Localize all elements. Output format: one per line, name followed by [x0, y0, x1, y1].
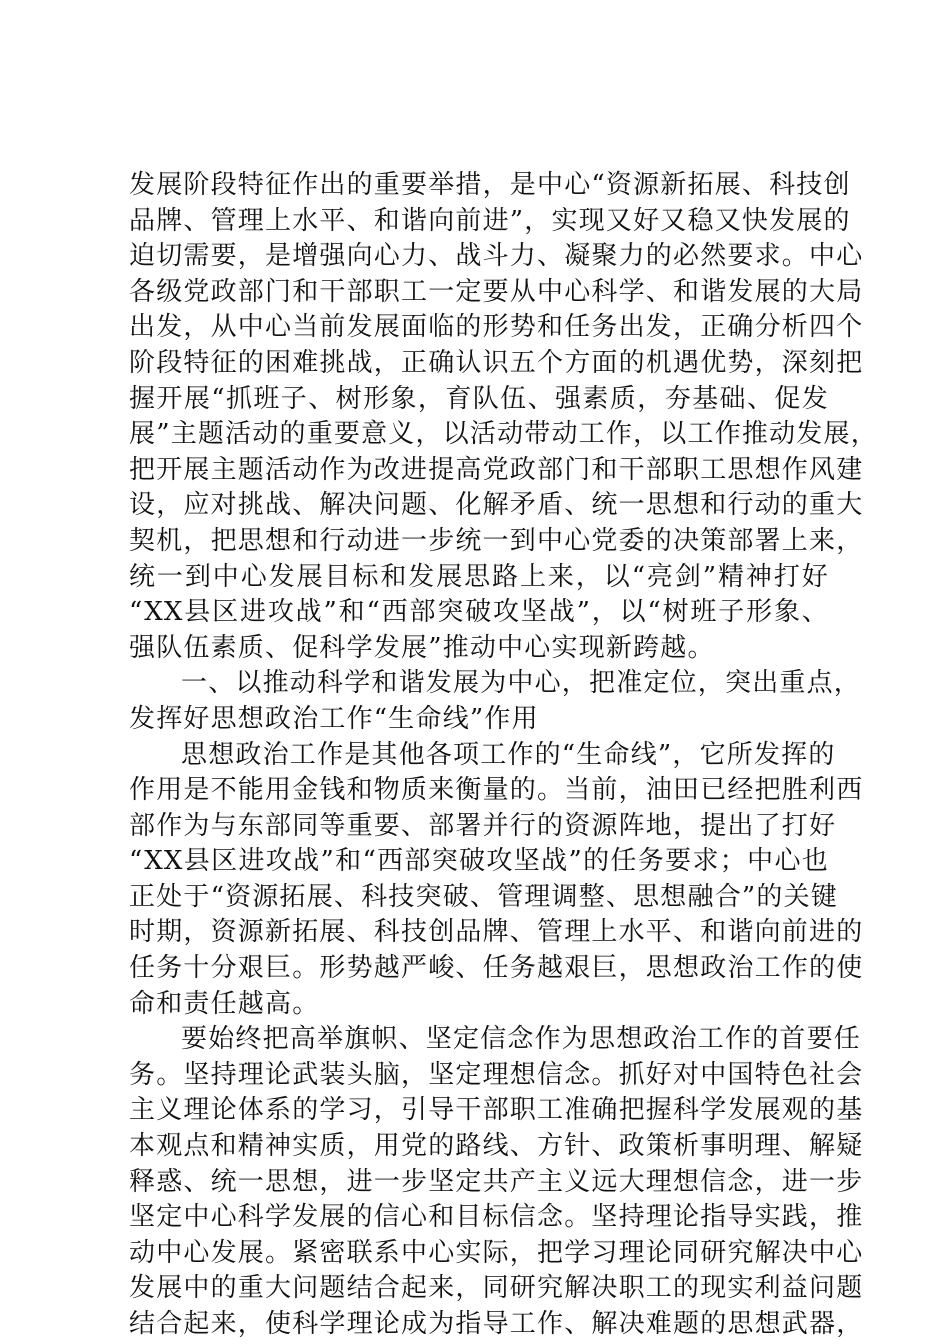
text-line: 品牌、管理上水平、和谐向前进”，实现又好又稳又快发展的 — [129, 205, 851, 236]
text-line: 思想政治工作是其他各项工作的“生命线”，它所发挥的 — [181, 739, 836, 770]
text-line: 统一到中心发展目标和发展思路上来，以“亮剑”精神打好 — [129, 561, 829, 592]
text-line: 握开展“抓班子、树形象，育队伍、强素质，夯基础、促发 — [129, 383, 829, 414]
text-line: 作用是不能用金钱和物质来衡量的。当前，油田已经把胜利西 — [129, 775, 864, 806]
text-line: 动中心发展。紧密联系中心实际，把学习理论同研究解决中心 — [129, 1237, 864, 1268]
text-line: 强队伍素质、促科学发展”推动中心实现新跨越。 — [129, 632, 715, 663]
text-line: 契机，把思想和行动进一步统一到中心党委的决策部署上来， — [129, 525, 864, 556]
text-line: 释惑、统一思想，进一步坚定共产主义远大理想信念，进一步 — [129, 1166, 864, 1197]
text-line: 务。坚持理论武装头脑，坚定理想信念。抓好对中国特色社会 — [129, 1059, 864, 1090]
text-line: 结合起来，使科学理论成为指导工作、解决难题的思想武器， — [129, 1309, 864, 1339]
text-line: 部作为与东部同等重要、部署并行的资源阵地，提出了打好 — [129, 810, 837, 841]
text-line: “XX县区进攻战”和“西部突破攻坚战”的任务要求；中心也 — [129, 846, 829, 877]
text-line: 发挥好思想政治工作“生命线”作用 — [129, 703, 539, 734]
text-line: 发展阶段特征作出的重要举措，是中心“资源新拓展、科技创 — [129, 170, 851, 200]
text-line: 设，应对挑战、解决问题、化解矛盾、统一思想和行动的重大 — [129, 490, 864, 521]
text-line: 本观点和精神实质，用党的路线、方针、政策析事明理、解疑 — [129, 1131, 864, 1162]
text-line: 任务十分艰巨。形势越严峻、任务越艰巨，思想政治工作的使 — [129, 953, 864, 984]
text-line: “XX县区进攻战”和“西部突破攻坚战”，以“树班子形象、 — [129, 597, 829, 628]
text-line: 一、以推动科学和谐发展为中心，把准定位，突出重点， — [181, 668, 862, 699]
text-line: 坚定中心科学发展的信心和目标信念。坚持理论指导实践，推 — [129, 1202, 864, 1233]
text-line: 各级党政部门和干部职工一定要从中心科学、和谐发展的大局 — [129, 276, 864, 307]
text-line: 展”主题活动的重要意义，以活动带动工作，以工作推动发展， — [129, 419, 878, 450]
text-line: 迫切需要，是增强向心力、战斗力、凝聚力的必然要求。中心 — [129, 241, 864, 272]
text-line: 时期，资源新拓展、科技创品牌、管理上水平、和谐向前进的 — [129, 917, 864, 948]
text-line: 出发，从中心当前发展面临的形势和任务出发，正确分析四个 — [129, 312, 864, 343]
document-body — [129, 168, 878, 1343]
text-line: 发展中的重大问题结合起来，同研究解决职工的现实利益问题 — [129, 1273, 864, 1304]
text-line: 把开展主题活动作为改进提高党政部门和干部职工思想作风建 — [129, 454, 864, 485]
text-line: 命和责任越高。 — [129, 988, 320, 1019]
text-line: 要始终把高举旗帜、坚定信念作为思想政治工作的首要任 — [181, 1024, 862, 1055]
text-line: 阶段特征的困难挑战，正确认识五个方面的机遇优势，深刻把 — [129, 347, 864, 378]
text-line: 正处于“资源拓展、科技突破、管理调整、思想融合”的关键 — [129, 881, 838, 912]
text-line: 主义理论体系的学习，引导干部职工准确把握科学发展观的基 — [129, 1095, 864, 1126]
